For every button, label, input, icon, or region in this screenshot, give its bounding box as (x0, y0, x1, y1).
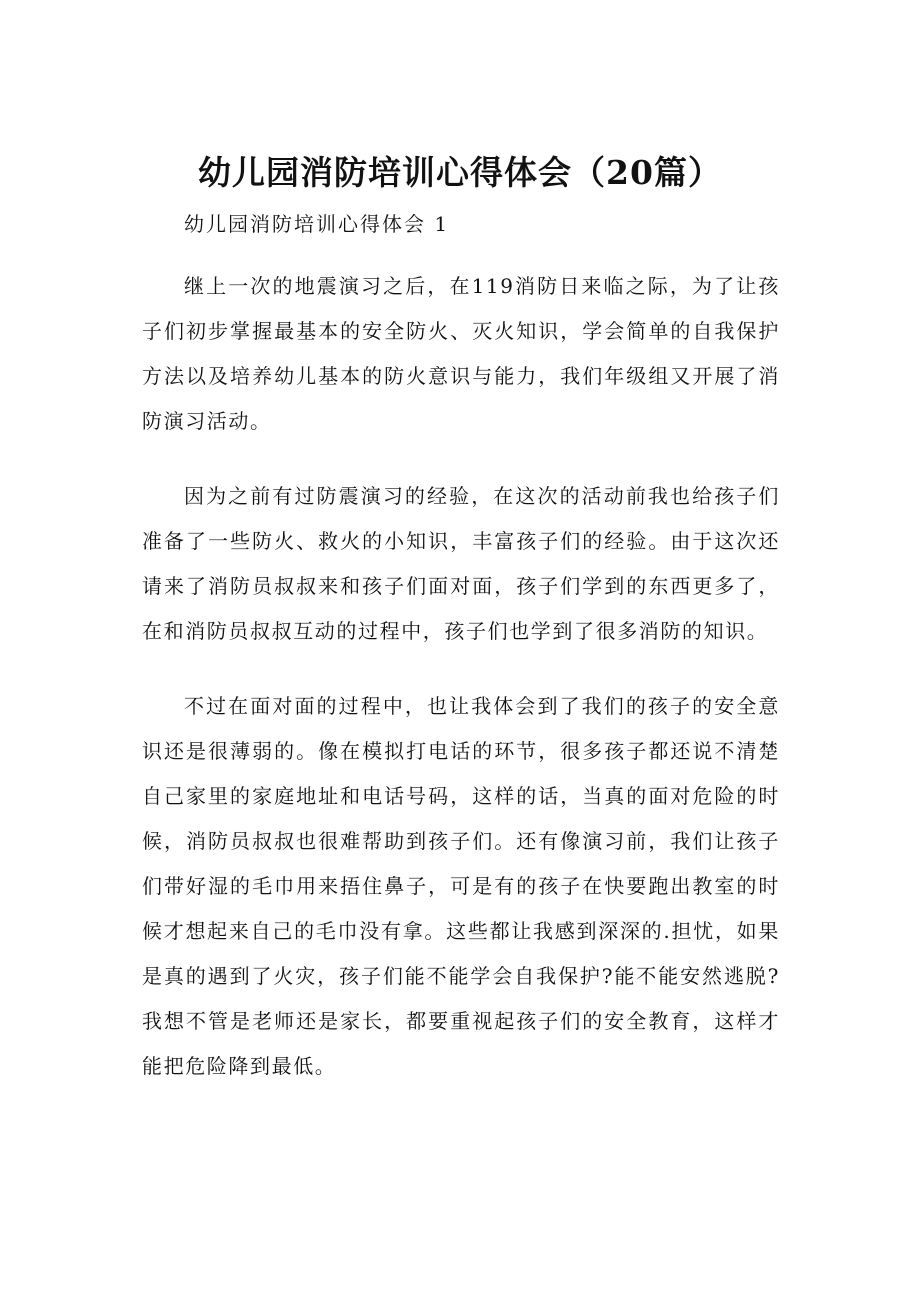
paragraph-2: 因为之前有过防震演习的经验，在这次的活动前我也给孩子们准备了一些防火、救火的小知识，丰富孩子们的经验。由于这次还请来了消防员叔叔来和孩子们面对面，孩子们学到的东西更多了，在和消防员叔叔互动的过程中，孩子们也学到了很多消防的知识。 (142, 484, 780, 643)
paragraph-1: 继上一次的地震演习之后，在119消防日来临之际，为了让孩子们初步掌握最基本的安全防火、灭火知识，学会简单的自我保护方法以及培养幼儿基本的防火意识与能力，我们年级组又开展了消防演习活动。 (142, 274, 780, 433)
section-heading: 幼儿园消防培训心得体会 1 (184, 212, 450, 236)
document-title: 幼儿园消防培训心得体会（20篇） (198, 153, 722, 192)
paragraph-3: 不过在面对面的过程中，也让我体会到了我们的孩子的安全意识还是很薄弱的。像在模拟打电话的环节，很多孩子都还说不清楚自己家里的家庭地址和电话号码，这样的话，当真的面对危险的时候，消防员叔叔也很难帮助到孩子们。还有像演习前，我们让孩子们带好湿的毛巾用来捂住鼻子，可是有的孩子在快要跑出教室的时候才想起来自己的毛巾没有拿。这些都让我感到深深的.担忧，如果是真的遇到了火灾，孩子们能不能学会自我保护?能不能安然逃脱?我想不管是老师还是家长，都要重视起孩子们的安全教育，这样才能把危险降到最低。 (142, 694, 780, 1078)
document-body (142, 264, 780, 1119)
